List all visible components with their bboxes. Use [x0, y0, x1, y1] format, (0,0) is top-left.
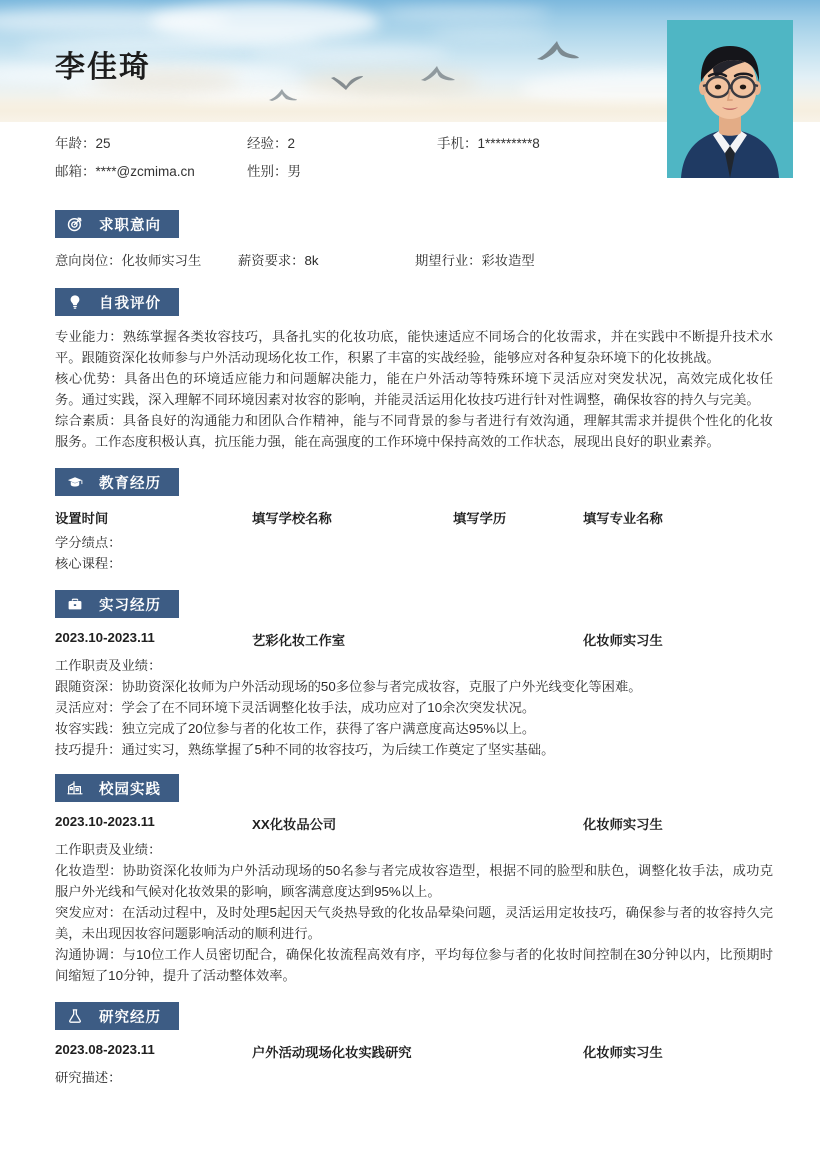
contact-experience — [247, 132, 295, 152]
job-intent-fields — [55, 250, 773, 272]
self-evaluation-paragraph: 综合素质：具备良好的沟通能力和团队合作精神，能与不同背景的参与者进行有效沟通，理解其需求并提供个性化的化妆服务。工作态度积极认真，抗压能力强，能在高强度的工作环境中保持高效的工作状态，展现出良好的职业素养。 — [55, 413, 773, 449]
seagull-icon — [268, 86, 298, 109]
contact-age-value: 25 — [95, 136, 111, 151]
contact-gender-value: 男 — [287, 164, 301, 179]
section-self-evaluation — [0, 288, 820, 452]
education-courses-label: 核心课程： — [55, 556, 122, 571]
internship-body — [0, 630, 820, 760]
research-description-label: 研究描述： — [55, 1070, 122, 1085]
cloud-shape — [150, 2, 380, 42]
internship-header-row — [55, 630, 773, 655]
section-job-intent — [0, 210, 820, 272]
intent-industry-label: 期望行业： — [415, 253, 482, 268]
intent-position — [55, 250, 201, 269]
contact-email — [55, 160, 195, 180]
contact-email-value: ****@zcmima.cn — [95, 164, 195, 179]
lightbulb-icon — [67, 294, 83, 310]
internship-role: 化妆师实习生 — [583, 633, 663, 648]
contact-phone — [437, 132, 540, 152]
seagull-icon — [330, 72, 364, 97]
contact-age-label: 年龄： — [55, 136, 96, 151]
intent-position-value: 化妆师实习生 — [121, 253, 202, 268]
education-major: 填写专业名称 — [583, 511, 663, 526]
education-degree: 填写学历 — [453, 511, 507, 526]
seagull-icon — [420, 64, 456, 89]
section-header-campus-practice — [55, 774, 179, 802]
contact-phone-label: 手机： — [437, 136, 478, 151]
education-gpa-label: 学分绩点： — [55, 535, 122, 550]
research-body — [0, 1042, 820, 1088]
internship-item: 技巧提升：通过实习，熟练掌握了5种不同的妆容技巧，为后续工作奠定了坚实基础。 — [55, 742, 555, 757]
section-title: 自我评价 — [99, 295, 161, 312]
intent-position-label: 意向岗位： — [55, 253, 122, 268]
job-intent-body — [0, 250, 820, 272]
research-header-row — [55, 1042, 773, 1067]
contact-gender-label: 性别： — [247, 164, 288, 179]
section-header-research — [55, 1002, 179, 1030]
contact-experience-value: 2 — [287, 136, 296, 151]
research-date: 2023.08-2023.11 — [55, 1042, 155, 1057]
section-title: 求职意向 — [99, 217, 161, 234]
campus-practice-duties-label: 工作职责及业绩： — [55, 842, 162, 857]
section-title: 教育经历 — [99, 475, 161, 492]
contact-email-label: 邮箱： — [55, 164, 96, 179]
intent-salary-value: 8k — [304, 253, 319, 268]
intent-salary-label: 薪资要求： — [238, 253, 305, 268]
seagull-icon — [535, 38, 581, 69]
contact-age — [55, 132, 111, 152]
resume-header-banner — [0, 0, 820, 190]
cloud-shape — [250, 46, 450, 62]
self-evaluation-paragraph: 核心优势：具备出色的环境适应能力和问题解决能力，能在户外活动等特殊环境下灵活应对突发状况，高效完成化妆任务。通过实践，深入理解不同环境因素对妆容的影响，并能灵活运用化妆技巧进行针对性调整，确保妆容的持久与完美。 — [55, 371, 773, 407]
education-row — [55, 508, 773, 532]
contact-gender — [247, 160, 301, 180]
section-header-internship — [55, 590, 179, 618]
briefcase-icon — [67, 596, 83, 612]
section-title: 实习经历 — [99, 597, 161, 614]
section-internship — [0, 590, 820, 760]
resume-body — [0, 190, 820, 1088]
section-header-education — [55, 468, 179, 496]
internship-item: 跟随资深：协助资深化妆师为户外活动现场的50多位参与者完成妆容，克服了户外光线变化等困难。 — [55, 679, 642, 694]
intent-industry — [415, 250, 535, 269]
cloud-shape — [380, 6, 550, 20]
contact-phone-value: 1*********8 — [477, 136, 540, 151]
section-header-job-intent — [55, 210, 179, 238]
campus-practice-item: 化妆造型：协助资深化妆师为户外活动现场的50名参与者完成妆容造型，根据不同的脸型和肤色，调整化妆手法，成功克服户外光线和气候对化妆效果的影响，顾客满意度达到95%以上。 — [55, 863, 773, 899]
research-role: 化妆师实习生 — [583, 1045, 663, 1060]
campus-practice-role: 化妆师实习生 — [583, 817, 663, 832]
flask-icon — [67, 1008, 83, 1024]
cloud-shape — [430, 28, 550, 38]
education-time: 设置时间 — [55, 511, 109, 526]
self-evaluation-paragraph: 专业能力：熟练掌握各类妆容技巧，具备扎实的化妆功底，能快速适应不同场合的化妆需求，并在实践中不断提升技术水平。跟随资深化妆师参与户外活动现场化妆工作，积累了丰富的实战经验，能够应对各种复杂环境下的化妆挑战。 — [55, 329, 773, 365]
avatar — [667, 20, 793, 178]
internship-date: 2023.10-2023.11 — [55, 630, 155, 645]
campus-practice-body — [0, 814, 820, 986]
campus-practice-date: 2023.10-2023.11 — [55, 814, 155, 829]
campus-practice-item: 沟通协调：与10位工作人员密切配合，确保化妆流程高效有序，平均每位参与者的化妆时间控制在30分钟以内，比预期时间缩短了10分钟，提升了活动整体效率。 — [55, 947, 773, 983]
education-school: 填写学校名称 — [252, 511, 332, 526]
target-icon — [67, 216, 83, 232]
internship-item: 灵活应对：学会了在不同环境下灵活调整化妆手法，成功应对了10余次突发状况。 — [55, 700, 536, 715]
section-header-self-evaluation — [55, 288, 179, 316]
internship-org: 艺彩化妆工作室 — [252, 633, 346, 648]
graduation-cap-icon — [67, 474, 83, 490]
contact-experience-label: 经验： — [247, 136, 288, 151]
candidate-name: 李佳琦 — [55, 51, 151, 84]
research-title: 户外活动现场化妆实践研究 — [252, 1045, 412, 1060]
internship-item: 妆容实践：独立完成了20位参与者的化妆工作，获得了客户满意度高达95%以上。 — [55, 721, 536, 736]
campus-practice-item: 突发应对：在活动过程中，及时处理5起因天气炎热导致的化妆品晕染问题，灵活运用定妆技巧，确保参与者的妆容持久完美，未出现因妆容问题影响活动的顺利进行。 — [55, 905, 773, 941]
section-campus-practice — [0, 774, 820, 986]
section-title: 校园实践 — [99, 781, 161, 798]
self-evaluation-body — [0, 326, 820, 452]
campus-practice-header-row — [55, 814, 773, 839]
school-building-icon — [67, 780, 83, 796]
education-body — [0, 508, 820, 574]
section-title: 研究经历 — [99, 1009, 161, 1026]
section-education — [0, 468, 820, 574]
intent-industry-value: 彩妆造型 — [481, 253, 535, 268]
internship-duties-label: 工作职责及业绩： — [55, 658, 162, 673]
section-research — [0, 1002, 820, 1088]
campus-practice-org: XX化妆品公司 — [252, 817, 337, 832]
intent-salary — [238, 250, 319, 269]
